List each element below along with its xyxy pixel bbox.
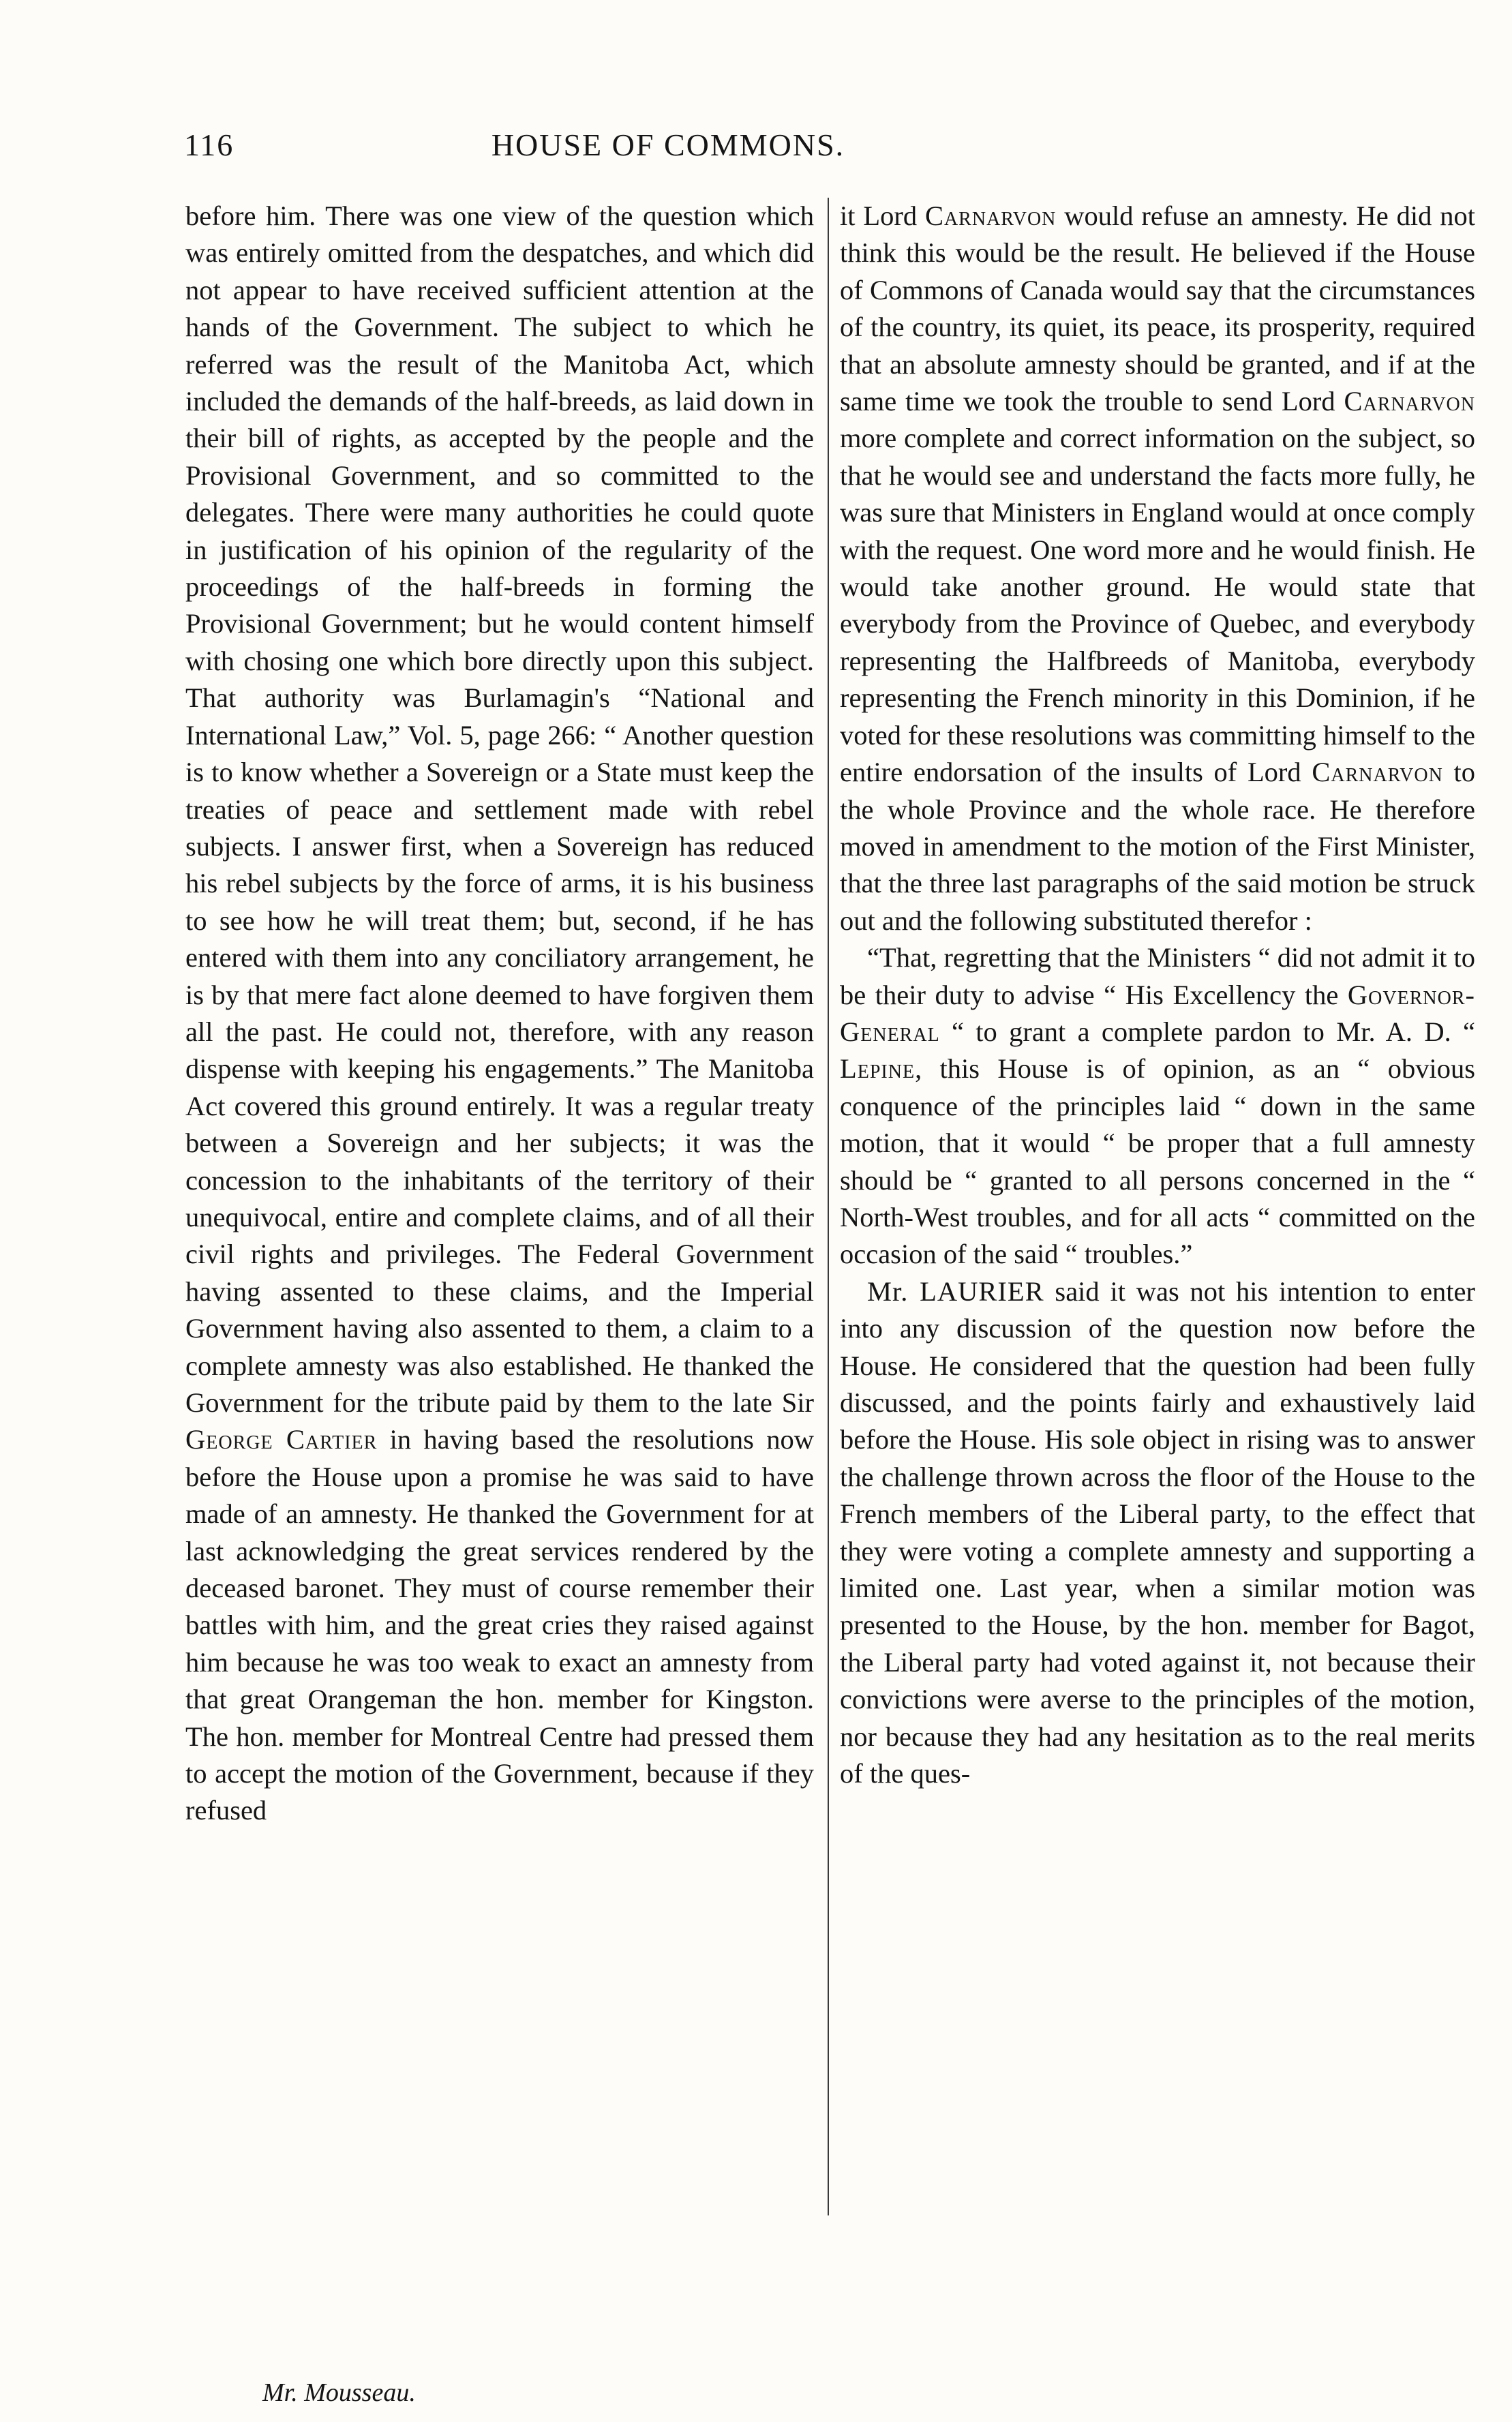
quote-text-c: , this House is of opinion, as an “ obvious conquence of the principles laid “ down in the same motion, that it would “ be proper that a full amnesty should be “ granted to all persons concerned in the “ North-West troubles, and for all acts “ committed on the occasion of the said “ troubles.” [840, 1053, 1475, 1270]
right-column [840, 198, 1475, 1792]
footer-speaker-note: Mr. Mousseau. [262, 2378, 416, 2407]
amendment-quote [840, 939, 1475, 1273]
quote-text-a: “That, regretting that the Ministers “ did not admit it to be their duty to advise “ His Excellency the [840, 942, 1475, 1010]
speaker-name-laurier: Mr. LAURIER [867, 1275, 1044, 1307]
name-lepine: Lepine [840, 1053, 916, 1085]
right-text-1d: to the whole Province and the whole race. He therefore moved in amendment to the motion of the First Minister, that the three last paragraphs of the said motion be struck out and the following substituted therefor : [840, 757, 1475, 936]
name-carnarvon-3: Carnarvon [1312, 757, 1443, 788]
left-text-2: in having based the resolutions now before the House upon a promise he was said to have made of an amnesty. He thanked the Government for at last acknowledging the great services rendered by the deceased baronet. They must of course remember their battles with him, and the great cries they raised against him because he was too weak to exact an amnesty from that great Orangeman the hon. member for Kingston. The hon. member for Montreal Centre had pressed them to accept the motion of the Government, because if they refused [185, 1424, 814, 1826]
page-number: 116 [184, 127, 235, 162]
laurier-paragraph [840, 1273, 1475, 1793]
laurier-text: said it was not his intention to enter into any discussion of the question now before the House. He considered that the question had been fully discussed, and the points fairly and exhaustively laid before the House. His sole object in rising was to answer the challenge thrown across the floor of the House to the French members of the Liberal party, to the effect that they were voting a complete amnesty and supporting a limited one. Last year, when a similar motion was presented to the House, by the hon. member for Bagot, the Liberal party had voted against it, not because their convictions were averse to the principles of the motion, nor because they had any hesitation as to the real merits of the ques- [840, 1275, 1476, 1789]
page-header [184, 127, 1057, 175]
left-paragraph-1 [185, 198, 814, 1830]
name-george-cartier: George Cartier [185, 1424, 378, 1455]
right-text-1a: it Lord [840, 200, 925, 231]
left-column [185, 198, 814, 1830]
right-paragraph-1 [840, 198, 1475, 939]
right-text-1b: would refuse an amnesty. He did not think this would be the result. He believed if the House of Commons of Canada would say that the circumstances of the country, its quiet, its peace, its prosperity, required that an absolute amnesty should be granted, and if at the same time we took the trouble to send Lord [840, 200, 1475, 417]
title-governor-general: Governor-General [840, 979, 1475, 1047]
column-divider [828, 198, 829, 2215]
name-carnarvon-2: Carnarvon [1344, 386, 1475, 417]
left-text-1: before him. There was one view of the question which was entirely omitted from the despatches, and which did not appear to have received sufficient attention at the hands of the Government. The subject to which he referred was the result of the Manitoba Act, which included the demands of the half-breeds, as laid down in their bill of rights, as accepted by the people and the Provisional Government, and so committed to the delegates. There were many authorities he could quote in justification of his opinion of the regularity of the proceedings of the half-breeds in forming the Provisional Government; but he would content himself with chosing one which bore directly upon this subject. That authority was Burlamagin's “National and International Law,” Vol. 5, page 266: “ Another question is to know whether a Sovereign or a State must keep the treaties of peace and settlement made with rebel subjects. I answer first, when a Sovereign has reduced his rebel subjects by the force of arms, it is his business to see how he will treat them; but, second, if he has entered with them into any conciliatory arrangement, he is by that mere fact alone deemed to have forgiven them all the past. He could not, therefore, with any reason dispense with keeping his engagements.” The Manitoba Act covered this ground entirely. It was a regular treaty between a Sovereign and her subjects; it was the concession to the inhabitants of the territory of their unequivocal, entire and complete claims, and of all their civil rights and privileges. The Federal Government having assented to these claims, and the Imperial Government having also assented to them, a claim to a complete amnesty was also established. He thanked the Government for the tribute paid by them to the late Sir [185, 200, 814, 1418]
running-title: HOUSE OF COMMONS. [491, 127, 845, 162]
name-carnarvon-1: Carnarvon [924, 200, 1057, 231]
quote-text-b: “ to grant a complete pardon to Mr. A. D. “ [939, 1016, 1475, 1047]
right-text-1c: more complete and correct information on the subject, so that he would see and understand the facts more fully, he was sure that Ministers in England would at once comply with the request. One word more and he would finish. He would take another ground. He would state that everybody from the Province of Quebec, and everybody representing the Halfbreeds of Manitoba, everybody representing the French minority in this Dominion, if he voted for these resolutions was committing himself to the entire endorsation of the insults of Lord [840, 423, 1475, 788]
